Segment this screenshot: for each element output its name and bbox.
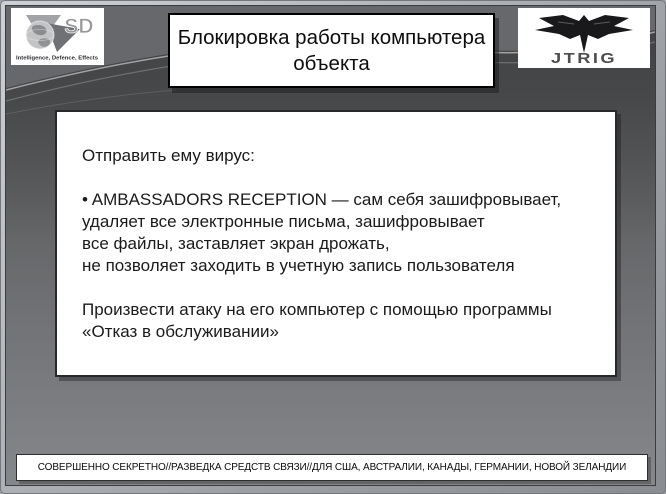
jtrig-label: JTRIG <box>551 50 617 67</box>
classification-text: СОВЕРШЕННО СЕКРЕТНО//РАЗВЕДКА СРЕДСТВ СВЯЗИ//ДЛЯ США, АВСТРАЛИИ, КАНАДЫ, ГЕРМАНИИ, НОВОЙ ЗЕЛАНДИИ <box>37 462 627 473</box>
eagle-bird-icon <box>535 15 633 53</box>
isd-logo <box>11 8 104 65</box>
slide-canvas <box>6 6 655 485</box>
body-line: «Отказ в обслуживании» <box>82 322 279 341</box>
line-spacer <box>82 277 609 299</box>
body-line: Произвести атаку на его компьютер с помощью программы <box>82 300 552 319</box>
content-box <box>55 110 617 377</box>
body-line-intro: Отправить ему вирус: <box>82 146 255 165</box>
isd-logo-caption: Intelligence, Defence, Effects <box>16 55 98 62</box>
body-line: не позволяет заходить в учетную запись пользователя <box>82 256 515 275</box>
line-spacer <box>82 167 609 189</box>
jtrig-logo-graphic <box>518 8 650 68</box>
body-line: удаляет все электронные письма, зашифровывает <box>82 212 485 231</box>
isd-sd-text: SD <box>64 15 94 38</box>
classification-bar <box>16 454 648 481</box>
slide-title-box <box>168 13 495 88</box>
body-line-bullet: • AMBASSADORS RECEPTION — сам себя зашифровывает, <box>82 190 562 209</box>
body-line: все файлы, заставляет экран дрожать, <box>82 234 390 253</box>
globe-arrows-icon <box>11 8 104 65</box>
slide-title: Блокировка работы компьютера объекта <box>177 25 486 75</box>
jtrig-logo <box>518 8 650 68</box>
